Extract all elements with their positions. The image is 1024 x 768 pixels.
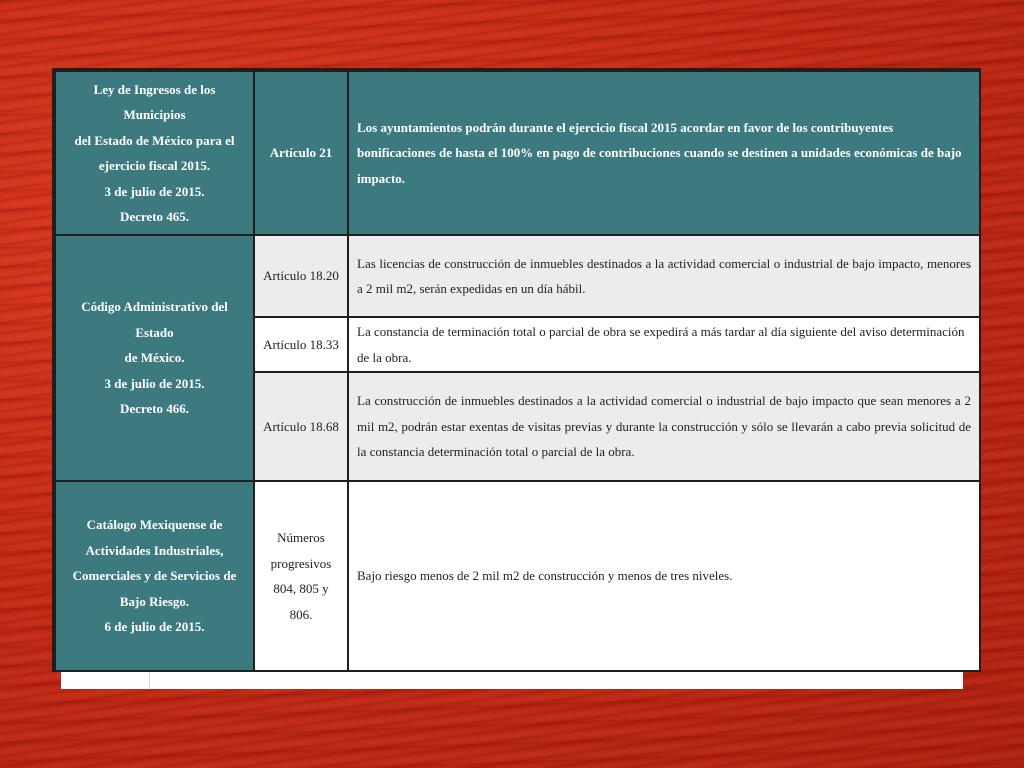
article-cell: Artículo 18.68 [254, 372, 348, 481]
article-line: 804, 805 y [273, 581, 329, 596]
law-line: Comerciales y de Servicios de [72, 568, 237, 584]
law-line: Catálogo Mexiquense de [86, 517, 223, 533]
underlay-divider [149, 671, 150, 689]
law-cell-codigo-administrativo [55, 235, 254, 481]
slide-underlay-strip [61, 671, 963, 689]
article-line: 806. [289, 606, 313, 622]
article-line: Números [277, 530, 325, 545]
article-line: progresivos [270, 555, 332, 571]
law-line: Decreto 465. [119, 209, 190, 224]
article-cell: Artículo 18.20 [254, 235, 348, 317]
law-line: Bajo Riesgo. [119, 593, 190, 609]
legal-framework-table [54, 70, 981, 672]
law-line: ejercicio fiscal 2015. [98, 158, 211, 173]
law-line: 3 de julio de 2015. [104, 375, 205, 391]
law-line: de México. [124, 350, 185, 366]
table-row [55, 235, 980, 317]
article-text-cell: La construcción de inmuebles destinados a la actividad comercial o industrial de bajo impacto que sean menores a 2 mil m2, podrán estar exentas de visitas previas y durante la construcción y sólo se llevarán a cabo previa solicitud de la constancia determinación total o parcial de la obra. [348, 372, 980, 481]
law-line: Decreto 466. [119, 401, 190, 417]
article-cell-progressive-numbers [254, 481, 348, 671]
law-line: Actividades Industriales, [85, 542, 224, 558]
article-cell: Artículo 18.33 [254, 317, 348, 372]
law-line: 6 de julio de 2015. [104, 619, 205, 635]
law-line: Ley de Ingresos de los Municipios [93, 81, 216, 122]
legal-framework-table-card [52, 68, 981, 672]
article-text-cell: La constancia de terminación total o parcial de obra se expedirá a más tardar al día siguiente del aviso determinación de la obra. [348, 317, 980, 372]
article-text-cell: Bajo riesgo menos de 2 mil m2 de construcción y menos de tres niveles. [348, 481, 980, 671]
law-cell-catalogo-mexiquense [55, 481, 254, 671]
law-line: 3 de julio de 2015. [104, 183, 205, 199]
table-row [55, 481, 980, 671]
law-line: Código Administrativo del Estado [81, 299, 228, 340]
law-line: del Estado de México para el [74, 132, 235, 148]
article-cell: Artículo 21 [254, 71, 348, 235]
table-row [55, 71, 980, 235]
article-text-cell: Las licencias de construcción de inmuebles destinados a la actividad comercial o industrial de bajo impacto, menores a 2 mil m2, serán expedidas en un día hábil. [348, 235, 980, 317]
law-cell-ley-ingresos [55, 71, 254, 235]
article-text-cell: Los ayuntamientos podrán durante el ejercicio fiscal 2015 acordar en favor de los contribuyentes bonificaciones de hasta el 100% en pago de contribuciones cuando se destinen a unidades económicas de bajo impacto. [348, 71, 980, 235]
